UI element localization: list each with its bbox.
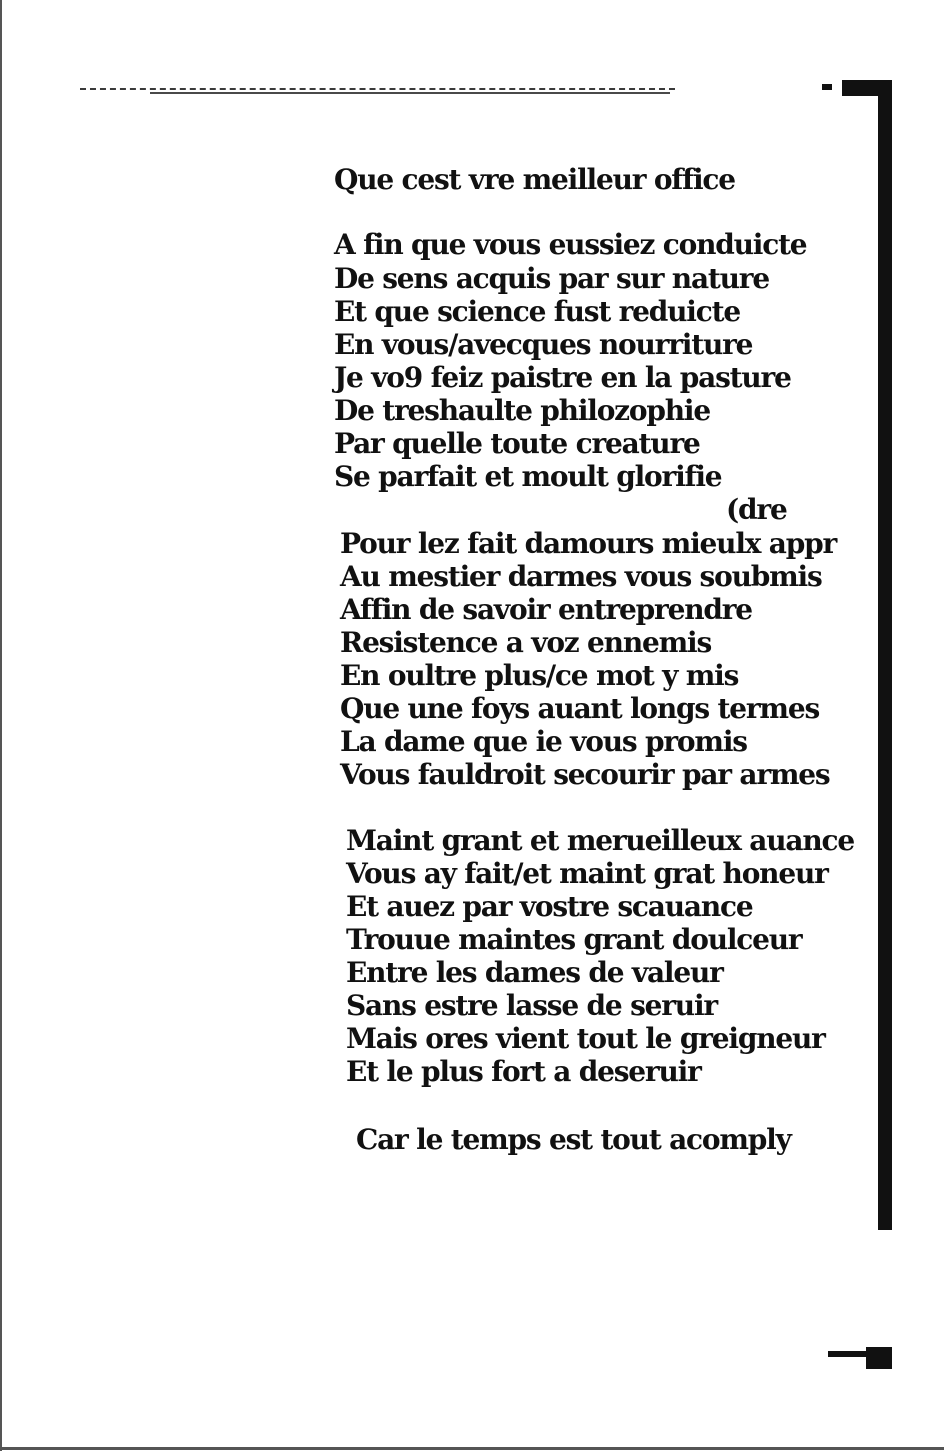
page-edge-spine (878, 80, 892, 1230)
verse-line: Par quelle toute creature (334, 427, 700, 460)
bottom-edge-mark (828, 1347, 892, 1371)
verse-line: En vous/avecques nourriture (334, 328, 753, 361)
catchword-line: Car le temps est tout acomply (356, 1123, 791, 1156)
verse-line: Se parfait et moult glorifie (334, 460, 722, 493)
verse-line: De sens acquis par sur nature (334, 262, 769, 295)
page-left-edge (0, 0, 2, 1451)
verse-line: A fin que vous eussiez conduicte (334, 228, 807, 261)
top-rule-dashed (80, 88, 675, 90)
verse-line: Au mestier darmes vous soubmis (340, 560, 822, 593)
verse-line: Que une foys auant longs termes (340, 692, 820, 725)
verse-line: Vous fauldroit secourir par armes (340, 758, 830, 791)
verse-line: La dame que ie vous promis (340, 725, 747, 758)
verse-line: Affin de savoir entreprendre (340, 593, 752, 626)
verse-line: Vous ay fait/et maint grat honeur (346, 857, 828, 890)
verse-line: Pour lez fait damours mieulx appr (340, 527, 837, 560)
verse-line: Je vo9 feiz paistre en la pasture (334, 361, 791, 394)
verse-line: Trouue maintes grant doulceur (346, 923, 802, 956)
verse-line: Et que science fust reduicte (334, 295, 740, 328)
page-bottom-edge (0, 1447, 944, 1450)
verse-line: Maint grant et merueilleux auance (346, 824, 854, 857)
verse-line: En oultre plus/ce mot y mis (340, 659, 739, 692)
verse-line-turnover: (dre (726, 493, 787, 526)
verse-line: Mais ores vient tout le greigneur (346, 1022, 825, 1055)
verse-line: Et auez par vostre scauance (346, 890, 753, 923)
verse-line: Entre les dames de valeur (346, 956, 723, 989)
verse-line: Resistence a voz ennemis (340, 626, 712, 659)
verse-line: Que cest vre meilleur office (334, 163, 735, 196)
verse-line: Et le plus fort a deseruir (346, 1055, 701, 1088)
verse-line: De treshaulte philozophie (334, 394, 710, 427)
verse-line: Sans estre lasse de seruir (346, 989, 717, 1022)
edge-mark (822, 84, 832, 90)
top-rule (150, 92, 670, 94)
